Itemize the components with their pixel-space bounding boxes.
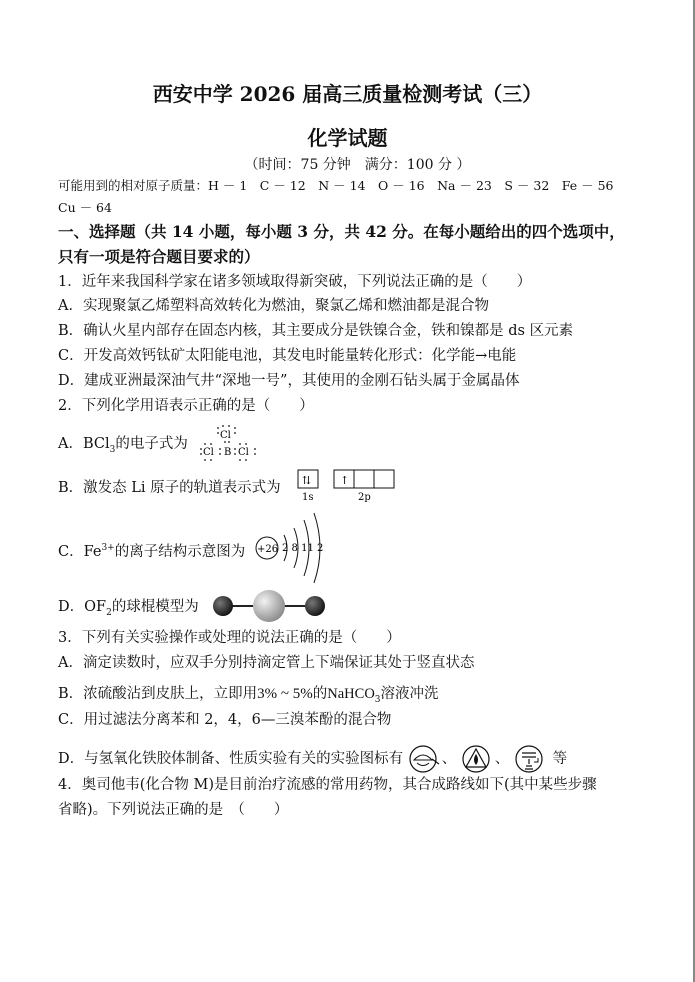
q4-stem-line-1: 4．奥司他韦(化合物 M)是目前治疗流感的常用药物，其合成路线如下(其中某些步骤: [58, 777, 597, 793]
wash-hands-icon: [514, 744, 548, 774]
atomic-mass-line-2: Cu － 64: [58, 200, 112, 215]
q3-b-mid: 的: [312, 686, 328, 702]
q3-d-prefix: D．与氢氧化铁胶体制备、性质实验有关的实验图标有: [58, 751, 404, 767]
q2-d-prefix: D．OF: [58, 599, 107, 615]
q3-option-b: [58, 684, 439, 710]
q2-a-prefix: A．BCl: [58, 436, 110, 452]
orbital-1s-label: 1s: [302, 492, 314, 502]
q3-d-separator-1: 、: [441, 751, 457, 767]
orbital-2p-arrow: ↑: [340, 474, 350, 487]
section-heading-2: 只有一项是符合题目要求的）: [58, 247, 260, 266]
orbital-2p-label: 2p: [358, 492, 371, 502]
q3-b-concentration: 3% ~ 5%: [257, 686, 313, 702]
q1-option-d: D．建成亚洲最深油气井“深地一号”，其使用的金刚石钻头属于金属晶体: [58, 373, 520, 389]
q2-option-c: [58, 538, 245, 562]
q1-stem: 1．近年来我国科学家在诸多领域取得新突破，下列说法正确的是（ ）: [58, 274, 532, 290]
q2-d-sub: 2: [106, 607, 112, 618]
q2-stem: 2．下列化学用语表示正确的是（ ）: [58, 398, 314, 414]
heating-hazard-icon: [408, 744, 442, 774]
section-heading-1: 一、选择题（共 14 小题，每小题 3 分，共 42 分。在每小题给出的四个选项中，: [58, 222, 625, 241]
q2-option-d: [58, 597, 199, 623]
fe-ion-structure-diagram: [254, 510, 334, 586]
subject-title: 化学试题: [307, 126, 388, 150]
nucleus-label: +26: [257, 544, 279, 555]
q3-option-d: [58, 744, 567, 774]
shell-electrons-label: 2 8 11 2: [282, 543, 324, 554]
time-info: （时间：75 分钟 满分：100 分 ）: [244, 157, 471, 173]
q3-d-suffix: 等: [552, 751, 568, 767]
exam-title: 西安中学 2026 届高三质量检测考试（三）: [152, 82, 543, 106]
q3-option-a: A．滴定读数时，应双手分别持滴定管上下端保证其处于竖直状态: [58, 655, 475, 671]
q3-b-formula-sub: 3: [374, 694, 381, 705]
q3-d-separator-2: 、: [494, 751, 510, 767]
q3-option-c: C．用过滤法分离苯和 2，4，6—三溴苯酚的混合物: [58, 712, 392, 728]
orbital-1s-arrows: ⇅: [302, 474, 312, 487]
q4-stem-line-2: 省略)。下列说法正确的是 （ ）: [58, 802, 289, 818]
q2-a-suffix: 的电子式为: [115, 436, 188, 452]
q2-c-suffix: 的离子结构示意图为: [114, 543, 246, 560]
q3-b-formula: NaHCO: [327, 686, 375, 702]
li-orbital-diagram: [296, 468, 406, 502]
q2-c-sup: 3+: [101, 543, 115, 553]
q2-a-sub: 3: [109, 444, 116, 455]
lewis-cl-right: Cl: [238, 447, 249, 458]
q1-option-c: C．开发高效钙钛矿太阳能电池，其发电时能量转化形式：化学能→电能: [58, 348, 517, 364]
bcl3-lewis-structure: [198, 424, 260, 464]
q3-b-prefix: B．浓硫酸沾到皮肤上，立即用: [58, 686, 258, 702]
q1-option-a: A．实现聚氯乙烯塑料高效转化为燃油，聚氯乙烯和燃油都是混合物: [58, 298, 489, 314]
q3-stem: 3．下列有关实验操作或处理的说法正确的是（ ）: [58, 630, 401, 646]
lewis-cl-left: Cl: [203, 447, 214, 458]
of2-ball-stick-model: [210, 588, 330, 624]
atomic-mass-line-1: 可能用到的相对原子质量：H － 1 C － 12 N － 14 O － 16 Na － 23 S － 32 Fe － 56: [58, 178, 614, 193]
q2-d-suffix: 的球棍模型为: [111, 599, 199, 615]
q2-option-b: B．激发态 Li 原子的轨道表示式为: [58, 480, 281, 496]
flame-warning-icon: [461, 744, 495, 774]
lewis-cl-top: Cl: [220, 430, 231, 441]
q3-b-suffix: 溶液冲洗: [380, 686, 439, 702]
q1-option-b: B．确认火星内部存在固态内核，其主要成分是铁镍合金，铁和镍都是 ds 区元素: [58, 323, 574, 339]
lewis-b-center: B: [224, 447, 232, 458]
q2-c-prefix: C．Fe: [58, 543, 102, 560]
q2-option-a: [58, 434, 188, 460]
